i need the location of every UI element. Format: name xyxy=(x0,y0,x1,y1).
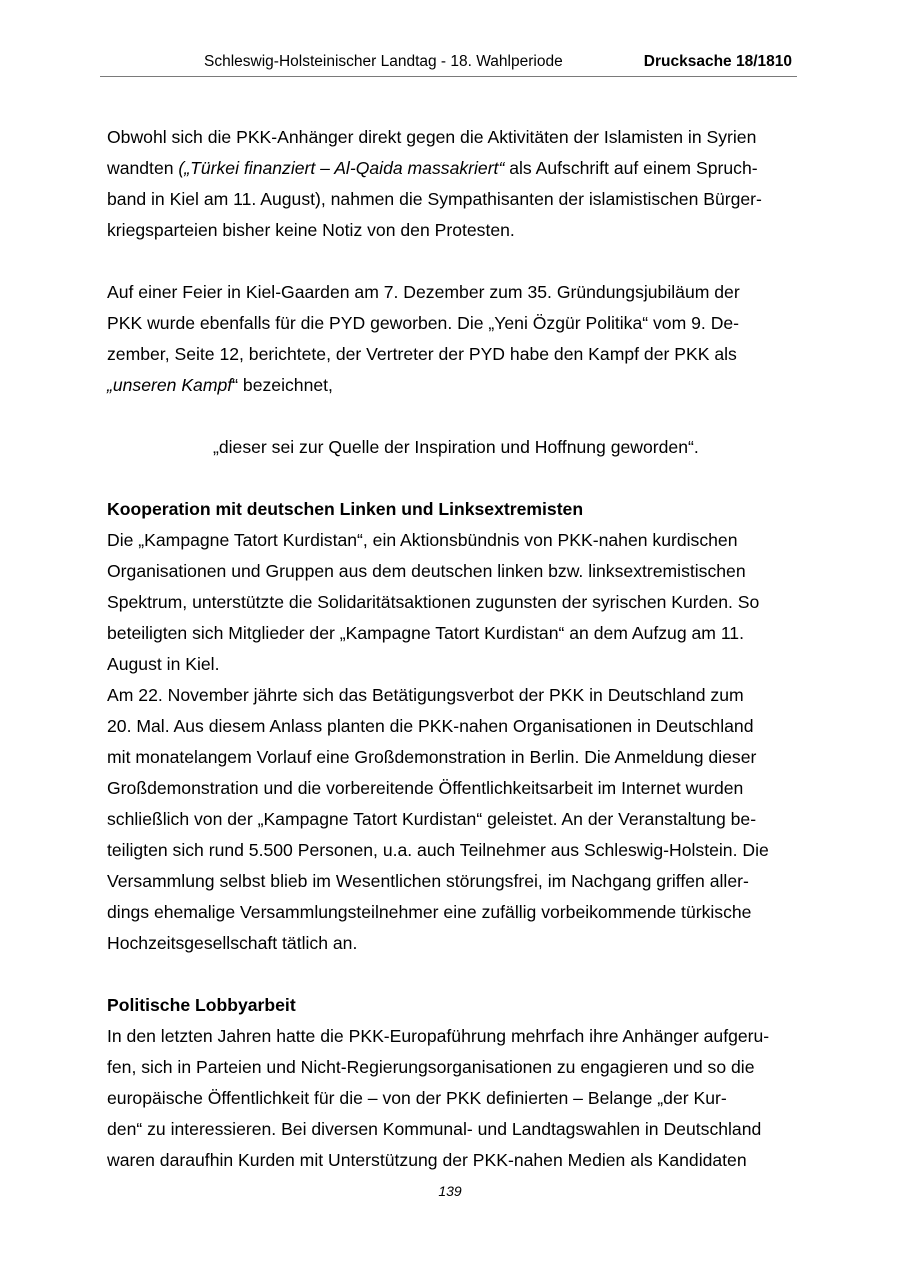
text-line: Großdemonstration und die vorbereitende Öffentlichkeitsarbeit im Internet wurden xyxy=(107,778,744,798)
text-line: waren daraufhin Kurden mit Unterstützung der PKK-nahen Medien als Kandidaten xyxy=(107,1150,747,1170)
paragraph xyxy=(107,277,797,401)
block-quote: „dieser sei zur Quelle der Inspiration und Hoffnung geworden“. xyxy=(213,437,699,457)
header-title: Schleswig-Holsteinischer Landtag - 18. Wahlperiode xyxy=(204,53,563,70)
text-fragment: wandten xyxy=(107,158,179,178)
text-line: mit monatelangem Vorlauf eine Großdemonstration in Berlin. Die Anmeldung dieser xyxy=(107,747,757,767)
text-line: band in Kiel am 11. August), nahmen die Sympathisanten der islamistischen Bürger- xyxy=(107,189,762,209)
text-line: dings ehemalige Versammlungsteilnehmer eine zufällig vorbeikommende türkische xyxy=(107,902,752,922)
page-header xyxy=(100,52,797,77)
text-line: PKK wurde ebenfalls für die PYD geworben. Die „Yeni Özgür Politika“ vom 9. De- xyxy=(107,313,740,333)
paragraph-spacer xyxy=(107,401,797,432)
text-line: zember, Seite 12, berichtete, der Vertreter der PYD habe den Kampf der PKK als xyxy=(107,344,737,364)
paragraph-spacer xyxy=(107,959,797,990)
text-line: europäische Öffentlichkeit für die – von der PKK definierten – Belange „der Kur- xyxy=(107,1088,727,1108)
text-line: teiligten sich rund 5.500 Personen, u.a. auch Teilnehmer aus Schleswig-Holstein. Die xyxy=(107,840,769,860)
text-line: Spektrum, unterstützte die Solidaritätsaktionen zugunsten der syrischen Kurden. So xyxy=(107,592,760,612)
paragraph-spacer xyxy=(107,463,797,494)
italic-quote: „unseren Kampf xyxy=(107,375,233,395)
page-number: 139 xyxy=(438,1183,462,1199)
section xyxy=(107,494,797,959)
text-fragment: “ bezeichnet, xyxy=(232,375,333,395)
text-line: beteiligten sich Mitglieder der „Kampagne Tatort Kurdistan“ an dem Aufzug am 11. xyxy=(107,623,744,643)
text-line: Versammlung selbst blieb im Wesentlichen störungsfrei, im Nachgang griffen aller- xyxy=(107,871,749,891)
paragraph-spacer xyxy=(107,246,797,277)
text-line: Organisationen und Gruppen aus dem deutschen linken bzw. linksextremistischen xyxy=(107,561,746,581)
italic-quote: („Türkei finanziert – Al-Qaida massakriert“ xyxy=(178,158,505,178)
text-line: Obwohl sich die PKK-Anhänger direkt gegen die Aktivitäten der Islamisten in Syrien xyxy=(107,127,757,147)
text-line: Die „Kampagne Tatort Kurdistan“, ein Aktionsbündnis von PKK-nahen kurdischen xyxy=(107,530,738,550)
text-line xyxy=(107,370,797,401)
text-line: August in Kiel. xyxy=(107,654,220,674)
text-line: fen, sich in Parteien und Nicht-Regierungsorganisationen zu engagieren und so die xyxy=(107,1057,755,1077)
section xyxy=(107,990,797,1176)
section-heading: Politische Lobbyarbeit xyxy=(107,995,296,1015)
text-line: den“ zu interessieren. Bei diversen Kommunal- und Landtagswahlen in Deutschland xyxy=(107,1119,762,1139)
text-line: Am 22. November jährte sich das Betätigungsverbot der PKK in Deutschland zum xyxy=(107,685,744,705)
section-heading: Kooperation mit deutschen Linken und Linksextremisten xyxy=(107,499,584,519)
paragraph xyxy=(107,122,797,246)
text-line xyxy=(107,153,797,184)
document-body xyxy=(107,122,797,1176)
text-line: kriegsparteien bisher keine Notiz von den Protesten. xyxy=(107,220,515,240)
text-line: Hochzeitsgesellschaft tätlich an. xyxy=(107,933,358,953)
text-line: Auf einer Feier in Kiel-Gaarden am 7. Dezember zum 35. Gründungsjubiläum der xyxy=(107,282,740,302)
text-line: In den letzten Jahren hatte die PKK-Europaführung mehrfach ihre Anhänger aufgeru- xyxy=(107,1026,770,1046)
document-number: Drucksache 18/1810 xyxy=(643,53,792,70)
text-line: schließlich von der „Kampagne Tatort Kurdistan“ geleistet. An der Veranstaltung be- xyxy=(107,809,757,829)
text-fragment: als Aufschrift auf einem Spruch- xyxy=(504,158,758,178)
text-line: 20. Mal. Aus diesem Anlass planten die PKK-nahen Organisationen in Deutschland xyxy=(107,716,754,736)
